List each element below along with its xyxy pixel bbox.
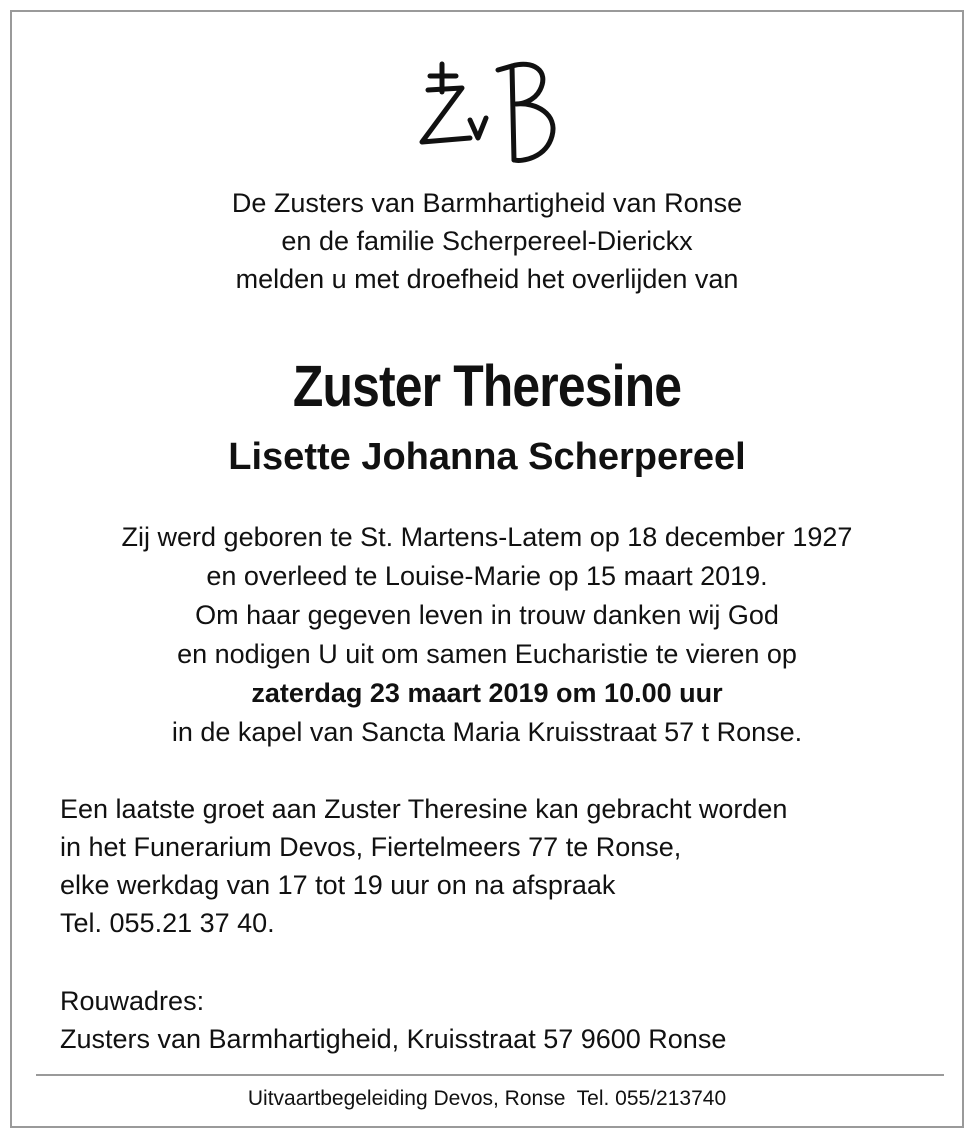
visitation-line: in het Funerarium Devos, Fiertelmeers 77 te Ronse, — [60, 832, 682, 862]
visitation-phone: Tel. 055.21 37 40. — [60, 908, 275, 938]
details-text — [12, 518, 962, 752]
visitation-line: Een laatste groet aan Zuster Theresine kan gebracht worden — [60, 794, 788, 824]
details-line: in de kapel van Sancta Maria Kruisstraat 57 t Ronse. — [171, 717, 803, 747]
visitation-text — [60, 790, 940, 942]
footer-funeral-home: Uitvaartbegeleiding Devos, Ronse Tel. 055/213740 — [247, 1087, 727, 1110]
intro-line: De Zusters van Barmhartigheid van Ronse — [231, 188, 743, 218]
mourning-address-label: Rouwadres: — [60, 986, 205, 1016]
mourning-address — [60, 982, 940, 1058]
intro-line: en de familie Scherpereel-Dierickx — [281, 226, 693, 256]
visitation-line: elke werkdag van 17 tot 19 uur on na afspraak — [60, 870, 616, 900]
intro-text — [12, 184, 962, 298]
details-line: en nodigen U uit om samen Eucharistie te vieren op — [177, 639, 797, 669]
intro-line: melden u met droefheid het overlijden van — [235, 264, 739, 294]
details-line: en overleed te Louise-Marie op 15 maart 2019. — [206, 561, 768, 591]
details-line: Om haar gegeven leven in trouw danken wij God — [195, 600, 779, 630]
service-datetime: zaterdag 23 maart 2019 om 10.00 uur — [251, 678, 723, 708]
details-line: Zij werd geboren te St. Martens-Latem op 18 december 1927 — [121, 522, 853, 552]
mourning-address-value: Zusters van Barmhartigheid, Kruisstraat 57 9600 Ronse — [60, 1024, 727, 1054]
obituary-card — [10, 10, 964, 1128]
zb-monogram-icon — [412, 56, 562, 168]
deceased-title-name: Zuster Theresine — [292, 354, 682, 419]
footer-divider — [36, 1074, 944, 1076]
deceased-full-name: Lisette Johanna Scherpereel — [228, 436, 746, 478]
